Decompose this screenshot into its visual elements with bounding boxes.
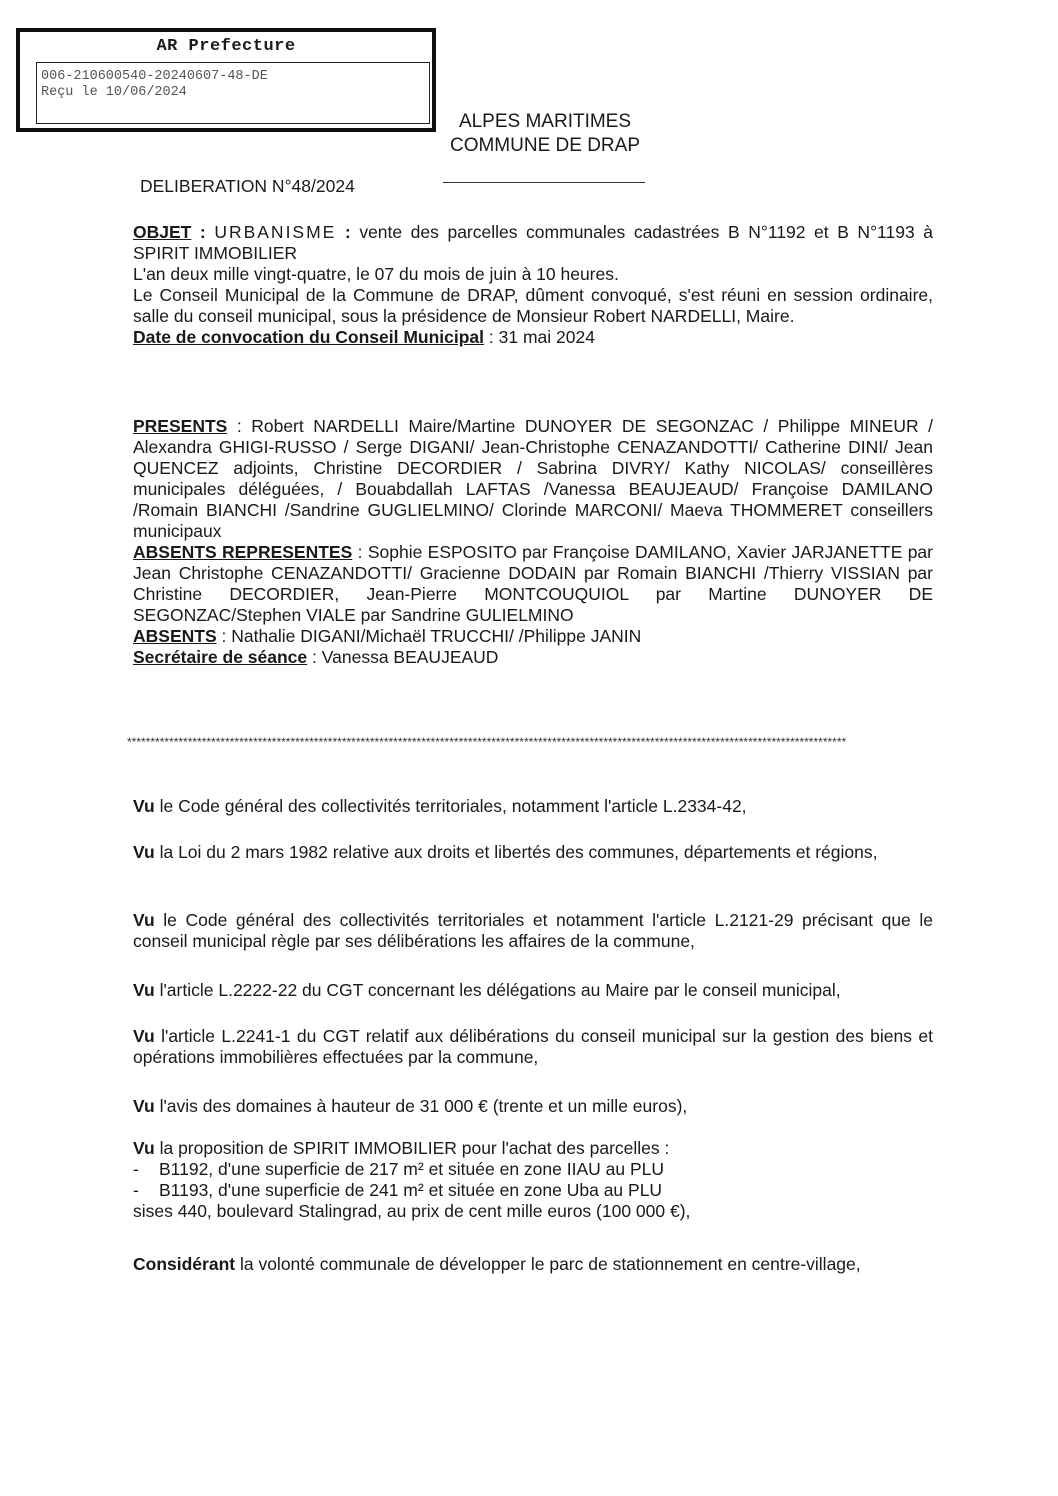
stamp-ref: 006-210600540-20240607-48-DE [41, 69, 268, 84]
absents-representes-value: : Sophie ESPOSITO par Françoise DAMILANO, Xavier JARJANETTE par Jean Christophe CENAZANDOTTI/ Gracienne DODAIN par Romain BIANCHI /Thierry VISSIAN par Christine DECORDIER, Jean-Pierre MONTCOUQUIOL par Martine DUNOYER DE SEGONZAC/Stephen VIALE par Sandrine GULIELMINO [133, 542, 933, 625]
parcel-text: B1193, d'une superficie de 241 m² et située en zone Uba au PLU [159, 1180, 663, 1200]
considerant-text: la volonté communale de développer le parc de stationnement en centre-village, [235, 1254, 861, 1274]
secretaire-value: : Vanessa BEAUJEAUD [307, 647, 499, 667]
stamp-received: Reçu le 10/06/2024 [41, 85, 187, 100]
department-name: ALPES MARITIMES [458, 111, 632, 132]
commune-header [440, 110, 650, 158]
considerant-keyword: Considérant [133, 1254, 236, 1274]
absents-value: : Nathalie DIGANI/Michaël TRUCCHI/ /Philippe JANIN [216, 626, 642, 646]
vu-clause-4 [133, 980, 933, 1001]
parcel-text: B1192, d'une superficie de 217 m² et située en zone IIAU au PLU [159, 1159, 664, 1179]
list-item [133, 1180, 933, 1201]
vu-clause-5 [133, 1026, 933, 1068]
vu-text: l'article L.2241-1 du CGT relatif aux délibérations du conseil municipal sur la gestion des biens et opérations immobilières effectuées par la commune, [133, 1026, 933, 1067]
absents-representes-line [133, 542, 933, 626]
vu-text: le Code général des collectivités territoriales et notamment l'article L.2121-29 précisant que le conseil municipal règle par ses délibérations les affaires de la commune, [133, 910, 933, 951]
vu-keyword: Vu [133, 796, 155, 816]
vu-text: l'article L.2222-22 du CGT concernant les délégations au Maire par le conseil municipal, [154, 980, 841, 1000]
secretaire-line [133, 647, 933, 668]
list-dash: - [133, 1159, 139, 1179]
presents-line [133, 416, 933, 542]
intro-session: Le Conseil Municipal de la Commune de DRAP, dûment convoqué, s'est réuni en session ordinaire, salle du conseil municipal, sous la présidence de Monsieur Robert NARDELLI, Maire. [133, 285, 933, 326]
vu-keyword: Vu [133, 980, 155, 1000]
parcel-list [133, 1159, 933, 1201]
vu-keyword: Vu [133, 1096, 155, 1116]
proposition-clause [133, 1138, 933, 1222]
objet-theme: URBANISME [214, 222, 337, 242]
objet-label: OBJET [133, 222, 192, 242]
prefecture-stamp [16, 28, 436, 132]
asterisk-separator: ********************************************************************************************************************************************************** [127, 736, 847, 748]
intro-date: L'an deux mille vingt-quatre, le 07 du mois de juin à 10 heures. [133, 264, 619, 284]
presents-label: PRESENTS [133, 416, 228, 436]
stamp-title: AR Prefecture [156, 37, 296, 56]
vu-clause-6 [133, 1096, 933, 1117]
absents-line [133, 626, 933, 647]
list-dash: - [133, 1180, 139, 1200]
vu-clause-1 [133, 796, 933, 817]
presents-value: : Robert NARDELLI Maire/Martine DUNOYER DE SEGONZAC / Philippe MINEUR / Alexandra GHIGI-RUSSO / Serge DIGANI/ Jean-Christophe CENAZANDOTTI/ Catherine DINI/ Jean QUENCEZ adjoints, Christine DECORDIER / Sabrina DIVRY/ Kathy NICOLAS/ conseillères municipales déléguées, / Bouabdallah LAFTAS /Vanessa BEAUJEAUD/ Françoise DAMILANO /Romain BIANCHI /Sandrine GUGLIELMINO/ Clorinde MARCONI/ Maeva THOMMERET conseillers municipaux [133, 416, 933, 541]
objet-sep: : [191, 222, 215, 242]
vu-keyword: Vu [133, 842, 155, 862]
stamp-reference-box [36, 62, 430, 124]
objet-text: vente des parcelles communales cadastrées B N°1192 et B N°1193 à SPIRIT IMMOBILIER [133, 222, 933, 263]
convocation-value: : 31 mai 2024 [484, 327, 595, 347]
vu-text: le Code général des collectivités territoriales, notamment l'article L.2334-42, [154, 796, 747, 816]
vu-keyword: Vu [133, 1026, 155, 1046]
attendance-section [133, 416, 933, 668]
convocation-line [133, 327, 933, 348]
absents-label: ABSENTS [133, 626, 217, 646]
vu-text: l'avis des domaines à hauteur de 31 000 € (trente et un mille euros), [154, 1096, 688, 1116]
objet-line [133, 222, 933, 264]
deliberation-number: DELIBERATION N°48/2024 [140, 176, 355, 196]
vu-text: la Loi du 2 mars 1982 relative aux droits et libertés des communes, départements et régions, [154, 842, 878, 862]
proposition-keyword: Vu [133, 1138, 155, 1158]
list-item [133, 1159, 933, 1180]
proposition-text: la proposition de SPIRIT IMMOBILIER pour l'achat des parcelles : [154, 1138, 670, 1158]
objet-section [133, 222, 933, 348]
vu-keyword: Vu [133, 910, 155, 930]
commune-name: COMMUNE DE DRAP [449, 135, 640, 156]
vu-clause-3 [133, 910, 933, 952]
convocation-label: Date de convocation du Conseil Municipal [133, 327, 485, 347]
absents-representes-label: ABSENTS REPRESENTES [133, 542, 353, 562]
objet-theme-sep: : [336, 222, 360, 242]
proposition-closing: sises 440, boulevard Stalingrad, au prix de cent mille euros (100 000 €), [133, 1201, 691, 1221]
secretaire-label: Secrétaire de séance [133, 647, 308, 667]
considerant-clause [133, 1254, 933, 1275]
vu-clause-2 [133, 842, 933, 863]
